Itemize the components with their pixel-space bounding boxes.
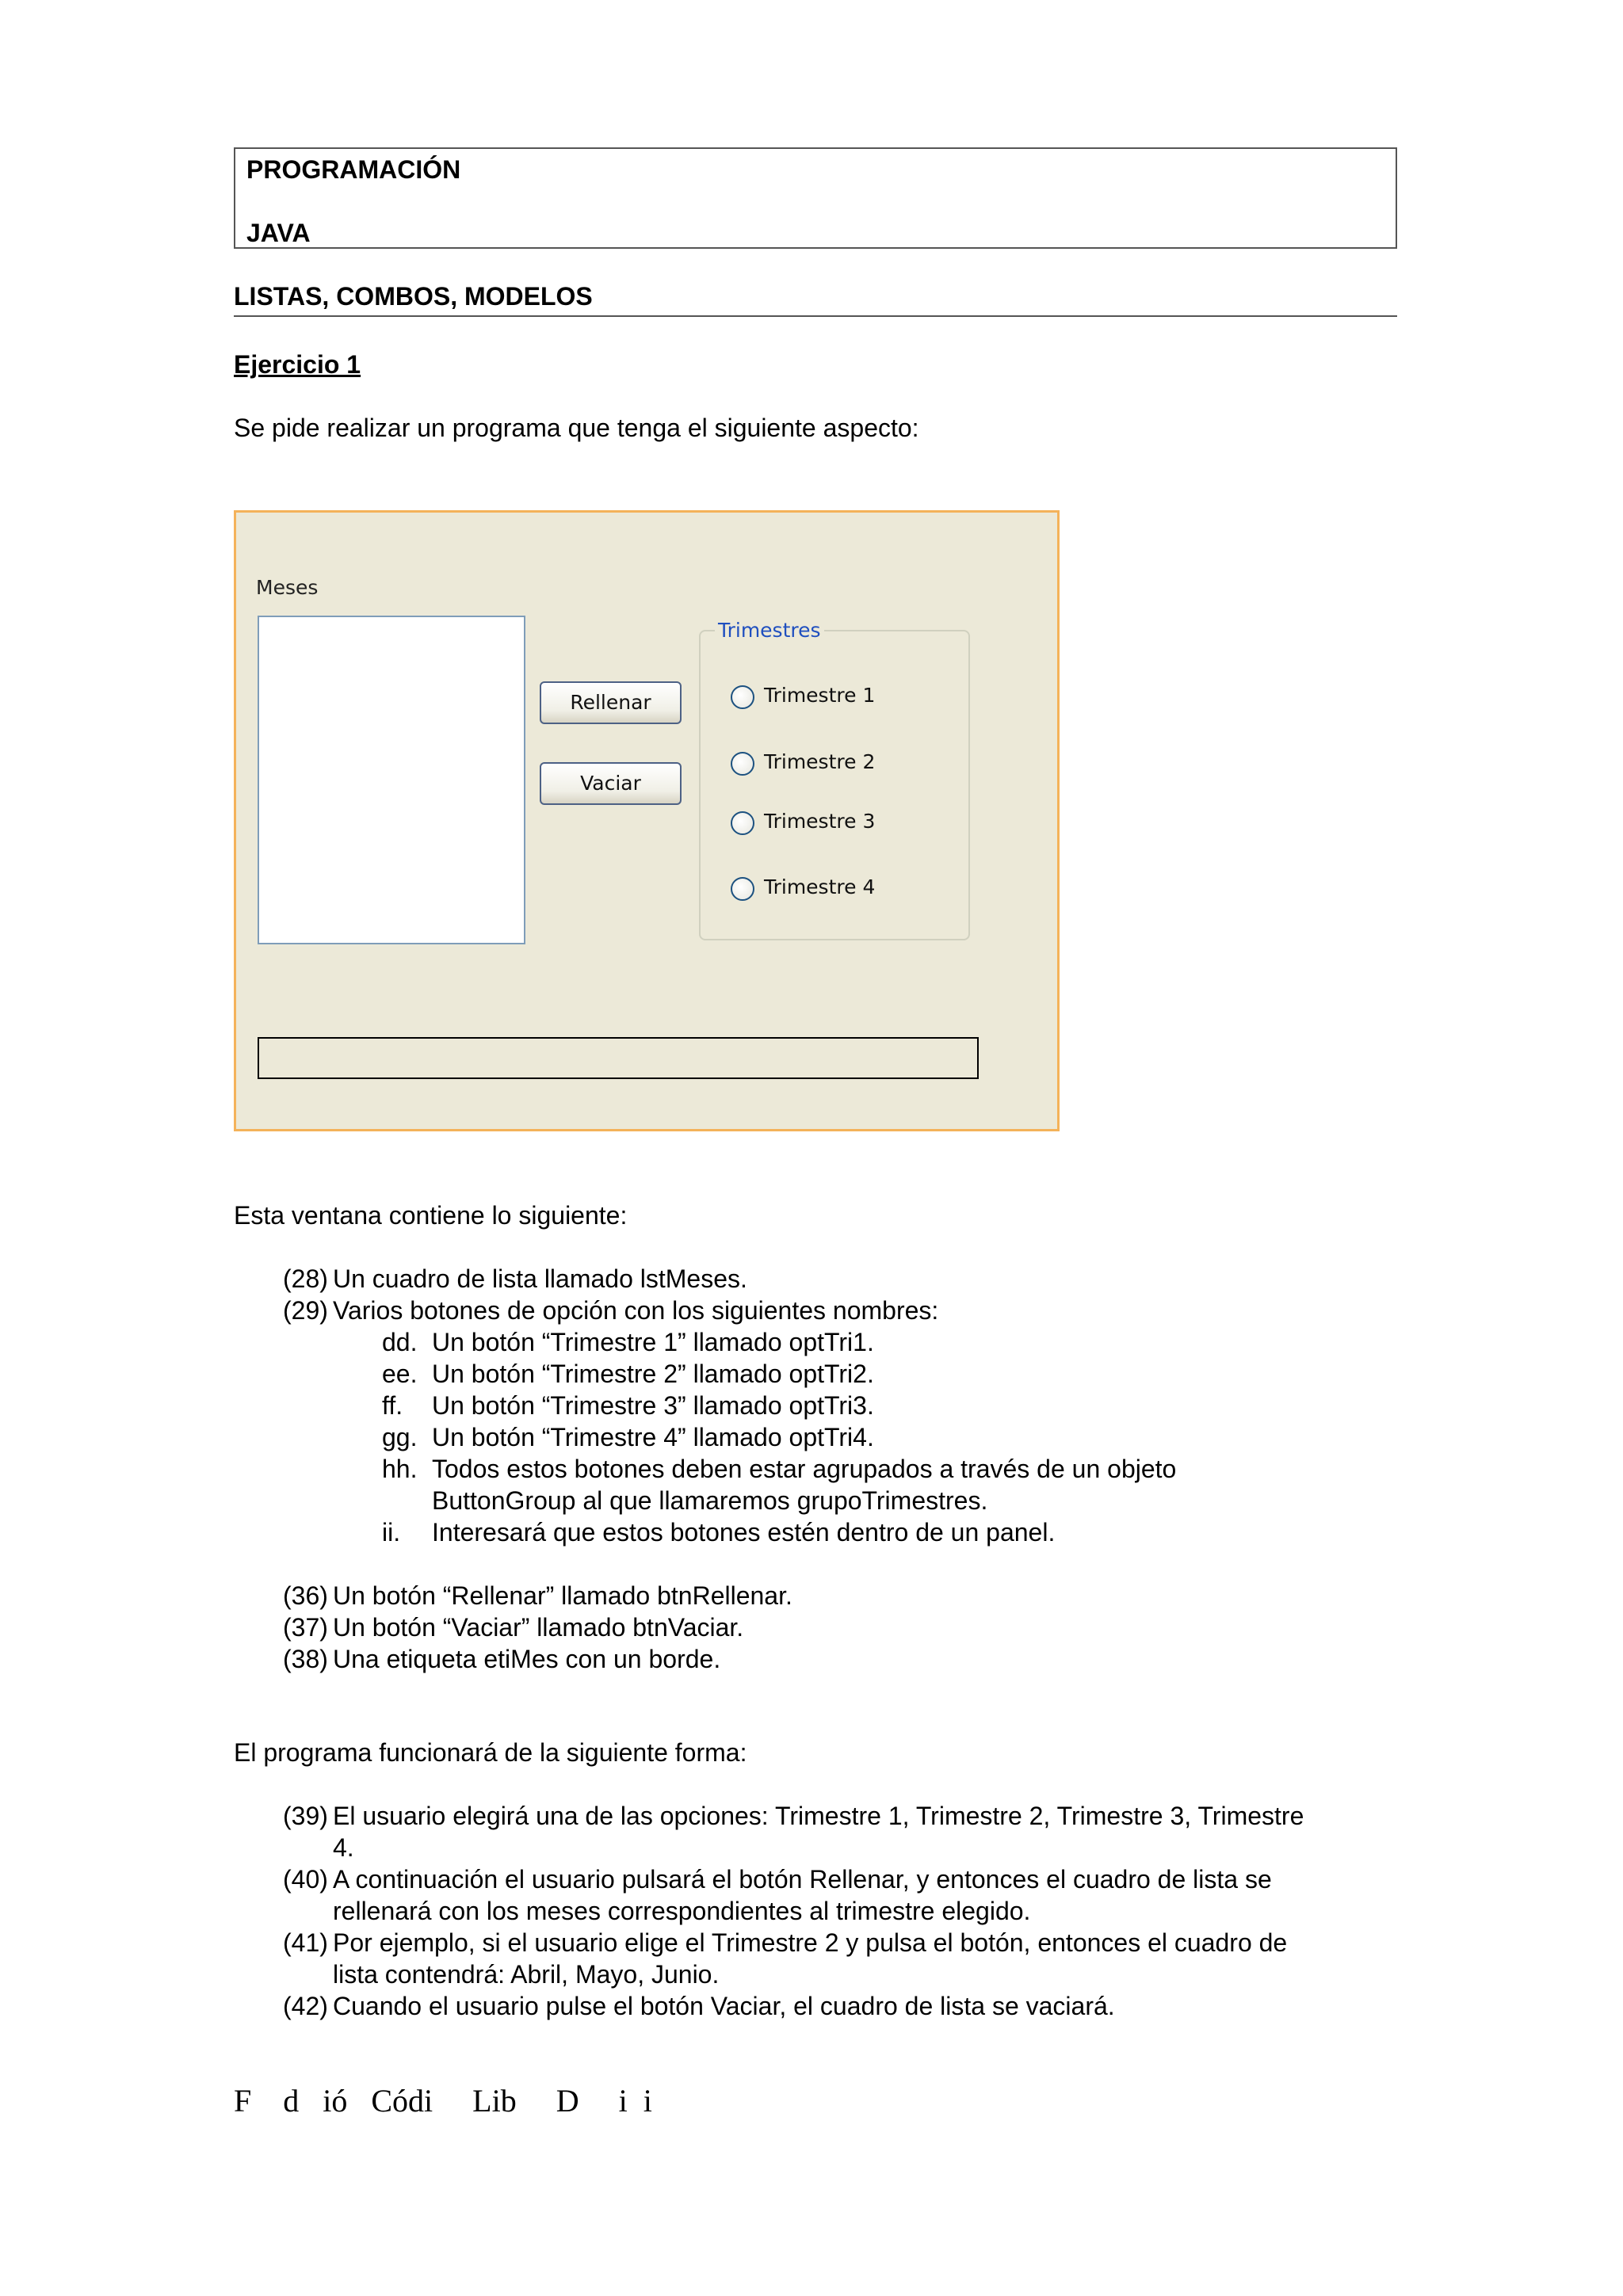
radio-circle-icon — [731, 752, 754, 776]
radio-label: Trimestre 1 — [764, 684, 876, 707]
page-footer: F d ió Códi Lib D i i — [234, 2083, 652, 2119]
radio-circle-icon — [731, 685, 754, 709]
radio-circle-icon — [731, 811, 754, 835]
intro-paragraph: Se pide realizar un programa que tenga el siguiente aspecto: — [234, 414, 919, 442]
list-label: Meses — [256, 576, 319, 599]
month-label-bordered — [258, 1037, 979, 1079]
section-title: LISTAS, COMBOS, MODELOS — [234, 282, 1397, 317]
header-box — [234, 147, 1397, 249]
contains-title: Esta ventana contiene lo siguiente: — [234, 1201, 628, 1230]
header-title: PROGRAMACIÓN — [246, 155, 461, 184]
works-title: El programa funcionará de la siguiente forma: — [234, 1738, 747, 1767]
months-list[interactable] — [258, 616, 525, 944]
fill-button[interactable]: Rellenar — [540, 681, 682, 724]
example-window — [234, 510, 1060, 1131]
empty-button[interactable]: Vaciar — [540, 762, 682, 805]
header-subject: JAVA — [246, 219, 311, 247]
exercise-title: Ejercicio 1 — [234, 350, 361, 379]
group-title: Trimestres — [715, 619, 824, 642]
radio-label: Trimestre 2 — [764, 750, 876, 773]
radio-label: Trimestre 4 — [764, 875, 876, 898]
radio-circle-icon — [731, 877, 754, 901]
radio-label: Trimestre 3 — [764, 810, 876, 833]
